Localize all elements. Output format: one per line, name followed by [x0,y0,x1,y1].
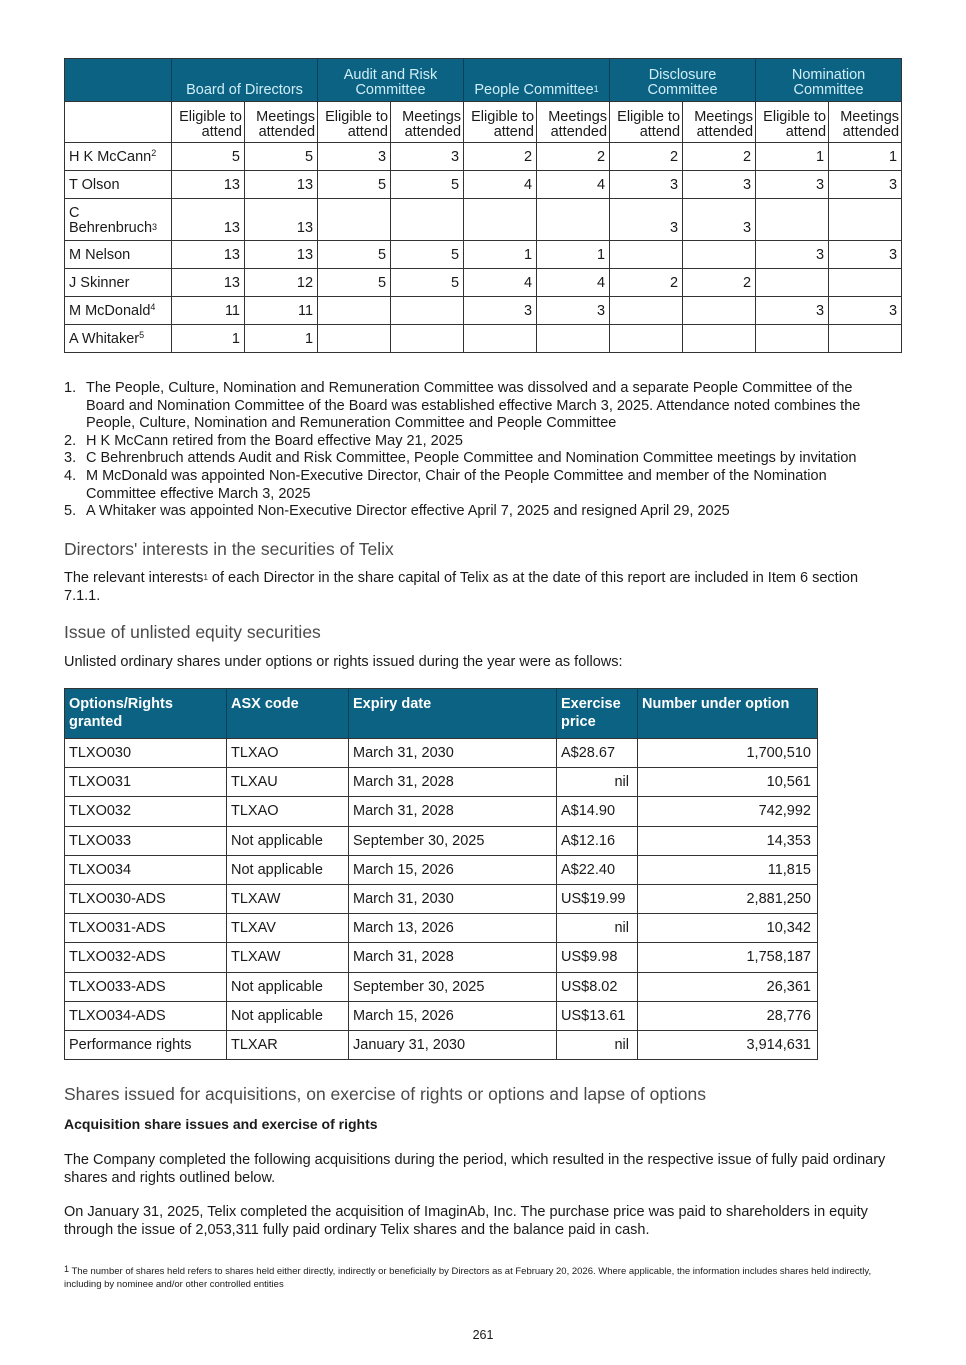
expiry-date-cell: September 30, 2025 [349,972,557,1001]
attended-count [683,241,756,269]
eligible-count: 11 [172,297,245,325]
attended-count: 13 [245,171,318,199]
attended-count: 3 [537,297,610,325]
subheader-eligible: Eligible to attend [318,102,391,143]
number-under-option-cell: 14,353 [638,826,818,855]
exercise-price-cell: nil [557,768,638,797]
options-row [65,855,818,884]
expiry-date-cell: March 31, 2028 [349,943,557,972]
options-row [65,739,818,768]
asx-code-cell: Not applicable [227,855,349,884]
note-text: The People, Culture, Nomination and Remuneration Committee was dissolved and a separate People Committee of the Board and Nomination Committee of the Board was established effective March 3, 2025. Attendance noted combines the People, Culture, Nomination and Remuneration Committee and People Committee [86,380,861,432]
exercise-price-cell: US$13.61 [557,1001,638,1030]
eligible-count: 5 [318,269,391,297]
options-row [65,1030,818,1059]
director-name: H K McCann$^2$ [65,143,172,171]
granted-cell: TLXO034 [65,855,227,884]
granted-cell: TLXO032-ADS [65,943,227,972]
group-header-blank [65,59,172,102]
options-row [65,972,818,1001]
expiry-date-cell: March 31, 2028 [349,768,557,797]
eligible-count [756,325,829,353]
granted-cell: TLXO034-ADS [65,1001,227,1030]
eligible-count [464,199,537,241]
eligible-count: 2 [464,143,537,171]
attended-count: 3 [391,143,464,171]
attended-count: 5 [245,143,318,171]
number-under-option-cell: 1,700,510 [638,739,818,768]
page-number: 261 [472,1328,494,1342]
expiry-date-cell: March 15, 2026 [349,855,557,884]
attended-count: 2 [537,143,610,171]
attended-count [683,297,756,325]
eligible-count: 4 [464,269,537,297]
exercise-price-cell: US$19.99 [557,884,638,913]
attendance-row [65,171,902,199]
note-text: A Whitaker was appointed Non-Executive Director effective April 7, 2025 and resigned April 29, 2025 [86,503,730,520]
expiry-date-cell: March 31, 2030 [349,739,557,768]
granted-cell: TLXO030-ADS [65,884,227,913]
expiry-date-cell: March 15, 2026 [349,1001,557,1030]
granted-cell: TLXO031 [65,768,227,797]
shares-issued-heading: Shares issued for acquisitions, on exercise of rights or options and lapse of options [64,1084,707,1104]
note-item [64,433,894,451]
options-row [65,914,818,943]
note-item [64,503,894,521]
attended-count: 5 [391,269,464,297]
subheader-eligible: Eligible to attend [610,102,683,143]
note-number: 5. [64,503,77,520]
note-text: C Behrenbruch attends Audit and Risk Committee, People Committee and Nomination Committee meetings by invitation [86,450,857,467]
options-row [65,1001,818,1030]
eligible-count: 3 [756,171,829,199]
attended-count [391,199,464,241]
imaginab-paragraph: On January 31, 2025, Telix completed the acquisition of ImaginAb, Inc. The purchase price was paid to shareholders in equity through the issue of 2,053,311 fully paid ordinary Telix shares and the balance paid in cash. [64,1204,868,1238]
attended-count: 2 [683,143,756,171]
note-number: 4. [64,467,77,484]
subheader-attended: Meetings attended [245,102,318,143]
col-header-expiry: Expiry date [349,689,557,739]
director-name: T Olson [65,171,172,199]
attended-count [391,325,464,353]
footnote-ref: 1 [203,573,208,582]
attended-count: 3 [829,297,902,325]
asx-code-cell: Not applicable [227,826,349,855]
granted-cell: TLXO030 [65,739,227,768]
attended-count: 13 [245,241,318,269]
group-header-disclosure: Disclosure Committee [610,59,756,102]
eligible-count: 13 [172,269,245,297]
exercise-price-cell: nil [557,1030,638,1059]
eligible-count [318,325,391,353]
unlisted-intro: Unlisted ordinary shares under options or rights issued during the year were as follows: [64,654,623,670]
number-under-option-cell: 3,914,631 [638,1030,818,1059]
attended-count: 1 [829,143,902,171]
granted-cell: Performance rights [65,1030,227,1059]
note-item [64,468,894,503]
attended-count: 12 [245,269,318,297]
note-item [64,380,894,433]
attended-count [683,325,756,353]
note-text: M McDonald was appointed Non-Executive Director, Chair of the People Committee and member of the Nomination Committee effective March 3, 2025 [86,467,827,502]
attended-count: 3 [683,199,756,241]
attendance-row [65,143,902,171]
director-name: A Whitaker$^5$ [65,325,172,353]
granted-cell: TLXO031-ADS [65,914,227,943]
attended-count [537,325,610,353]
note-number: 3. [64,450,77,467]
attended-count: 4 [537,269,610,297]
attended-count: 3 [683,171,756,199]
number-under-option-cell: 10,342 [638,914,818,943]
attended-count: 13 [245,199,318,241]
asx-code-cell: TLXAW [227,884,349,913]
director-name: J Skinner [65,269,172,297]
eligible-count [610,325,683,353]
options-row [65,797,818,826]
subheader-blank [65,102,172,143]
eligible-count [756,199,829,241]
subheader-eligible: Eligible to attend [756,102,829,143]
col-header-asx-code: ASX code [227,689,349,739]
eligible-count: 1 [172,325,245,353]
exercise-price-cell: A$14.90 [557,797,638,826]
eligible-count: 3 [318,143,391,171]
group-header-audit-risk: Audit and Risk Committee [318,59,464,102]
options-row [65,826,818,855]
director-name: C Behrenbruch$^3$ [65,199,172,241]
asx-code-cell: TLXAU [227,768,349,797]
exercise-price-cell: nil [557,914,638,943]
number-under-option-cell: 28,776 [638,1001,818,1030]
subheader-attended: Meetings attended [391,102,464,143]
attended-count: 11 [245,297,318,325]
attendance-group-header [65,59,902,102]
eligible-count: 13 [172,199,245,241]
number-under-option-cell: 26,361 [638,972,818,1001]
asx-code-cell: TLXAR [227,1030,349,1059]
eligible-count [318,199,391,241]
attended-count [537,199,610,241]
number-under-option-cell: 742,992 [638,797,818,826]
attendance-subheader-row [65,102,902,143]
attended-count [829,269,902,297]
attended-count: 4 [537,171,610,199]
attendance-notes [64,380,894,521]
attended-count: 3 [829,241,902,269]
expiry-date-cell: September 30, 2025 [349,826,557,855]
eligible-count: 3 [610,199,683,241]
number-under-option-cell: 2,881,250 [638,884,818,913]
asx-code-cell: Not applicable [227,972,349,1001]
asx-code-cell: TLXAO [227,739,349,768]
directors-interests-heading: Directors' interests in the securities of Telix [64,539,394,559]
group-header-board: Board of Directors [172,59,318,102]
eligible-count [610,241,683,269]
granted-cell: TLXO032 [65,797,227,826]
note-item [64,450,894,468]
eligible-count: 13 [172,241,245,269]
attended-count [391,297,464,325]
col-header-exercise-price: Exercise price [557,689,638,739]
group-header-people: People Committee$^1$ [464,59,610,102]
eligible-count [464,325,537,353]
eligible-count [756,269,829,297]
options-row [65,884,818,913]
attended-count: 2 [683,269,756,297]
attended-count: 1 [245,325,318,353]
eligible-count [318,297,391,325]
eligible-count: 5 [318,171,391,199]
options-row [65,768,818,797]
eligible-count: 2 [610,269,683,297]
eligible-count: 13 [172,171,245,199]
exercise-price-cell: A$22.40 [557,855,638,884]
eligible-count: 5 [318,241,391,269]
eligible-count: 1 [464,241,537,269]
subheader-attended: Meetings attended [829,102,902,143]
asx-code-cell: TLXAW [227,943,349,972]
number-under-option-cell: 1,758,187 [638,943,818,972]
expiry-date-cell: March 31, 2028 [349,797,557,826]
note-number: 1. [64,380,77,396]
expiry-date-cell: March 31, 2030 [349,884,557,913]
eligible-count: 5 [172,143,245,171]
col-header-number: Number under option [638,689,818,739]
attendance-row [65,269,902,297]
attended-count [829,325,902,353]
attended-count: 3 [829,171,902,199]
acquisition-subheading: Acquisition share issues and exercise of rights [64,1116,378,1132]
eligible-count: 3 [610,171,683,199]
eligible-count: 2 [610,143,683,171]
subheader-eligible: Eligible to attend [464,102,537,143]
footnote: $^1$ The number of shares held refers to shares held either directly, indirectly or beneficially by Directors as at February 20, 2026. Where applicable, the information includes shares held indirectly, including by nominee and/or other controlled entities [64,1264,872,1290]
exercise-price-cell: US$9.98 [557,943,638,972]
director-name: M McDonald$^4$ [65,297,172,325]
attendance-row [65,297,902,325]
exercise-price-cell: US$8.02 [557,972,638,1001]
number-under-option-cell: 10,561 [638,768,818,797]
acquisitions-paragraph: The Company completed the following acquisitions during the period, which resulted in the respective issue of fully paid ordinary shares and rights outlined below. [64,1152,886,1186]
attendance-row [65,325,902,353]
eligible-count: 3 [756,241,829,269]
directors-interests-text: The relevant interests$^1$ of each Director in the share capital of Telix as at the date of this report are included in Item 6 section 7.1.1. [64,570,859,604]
asx-code-cell: Not applicable [227,1001,349,1030]
group-header-nomination: Nomination Committee [756,59,902,102]
asx-code-cell: TLXAV [227,914,349,943]
exercise-price-cell: A$28.67 [557,739,638,768]
granted-cell: TLXO033 [65,826,227,855]
note-text: H K McCann retired from the Board effective May 21, 2025 [86,432,463,449]
options-header-row [65,689,818,739]
options-row [65,943,818,972]
subheader-eligible: Eligible to attend [172,102,245,143]
number-under-option-cell: 11,815 [638,855,818,884]
eligible-count: 1 [756,143,829,171]
attended-count [829,199,902,241]
eligible-count: 4 [464,171,537,199]
granted-cell: TLXO033-ADS [65,972,227,1001]
subheader-attended: Meetings attended [683,102,756,143]
unlisted-heading: Issue of unlisted equity securities [64,622,321,642]
attendance-table [64,58,902,353]
exercise-price-cell: A$12.16 [557,826,638,855]
attended-count: 5 [391,241,464,269]
eligible-count: 3 [464,297,537,325]
eligible-count: 3 [756,297,829,325]
attended-count: 1 [537,241,610,269]
attendance-row [65,199,902,241]
attended-count: 5 [391,171,464,199]
options-table [64,688,818,1060]
asx-code-cell: TLXAO [227,797,349,826]
expiry-date-cell: March 13, 2026 [349,914,557,943]
col-header-granted: Options/Rights granted [65,689,227,739]
subheader-attended: Meetings attended [537,102,610,143]
eligible-count [610,297,683,325]
attendance-row [65,241,902,269]
expiry-date-cell: January 31, 2030 [349,1030,557,1059]
note-number: 2. [64,432,77,449]
director-name: M Nelson [65,241,172,269]
